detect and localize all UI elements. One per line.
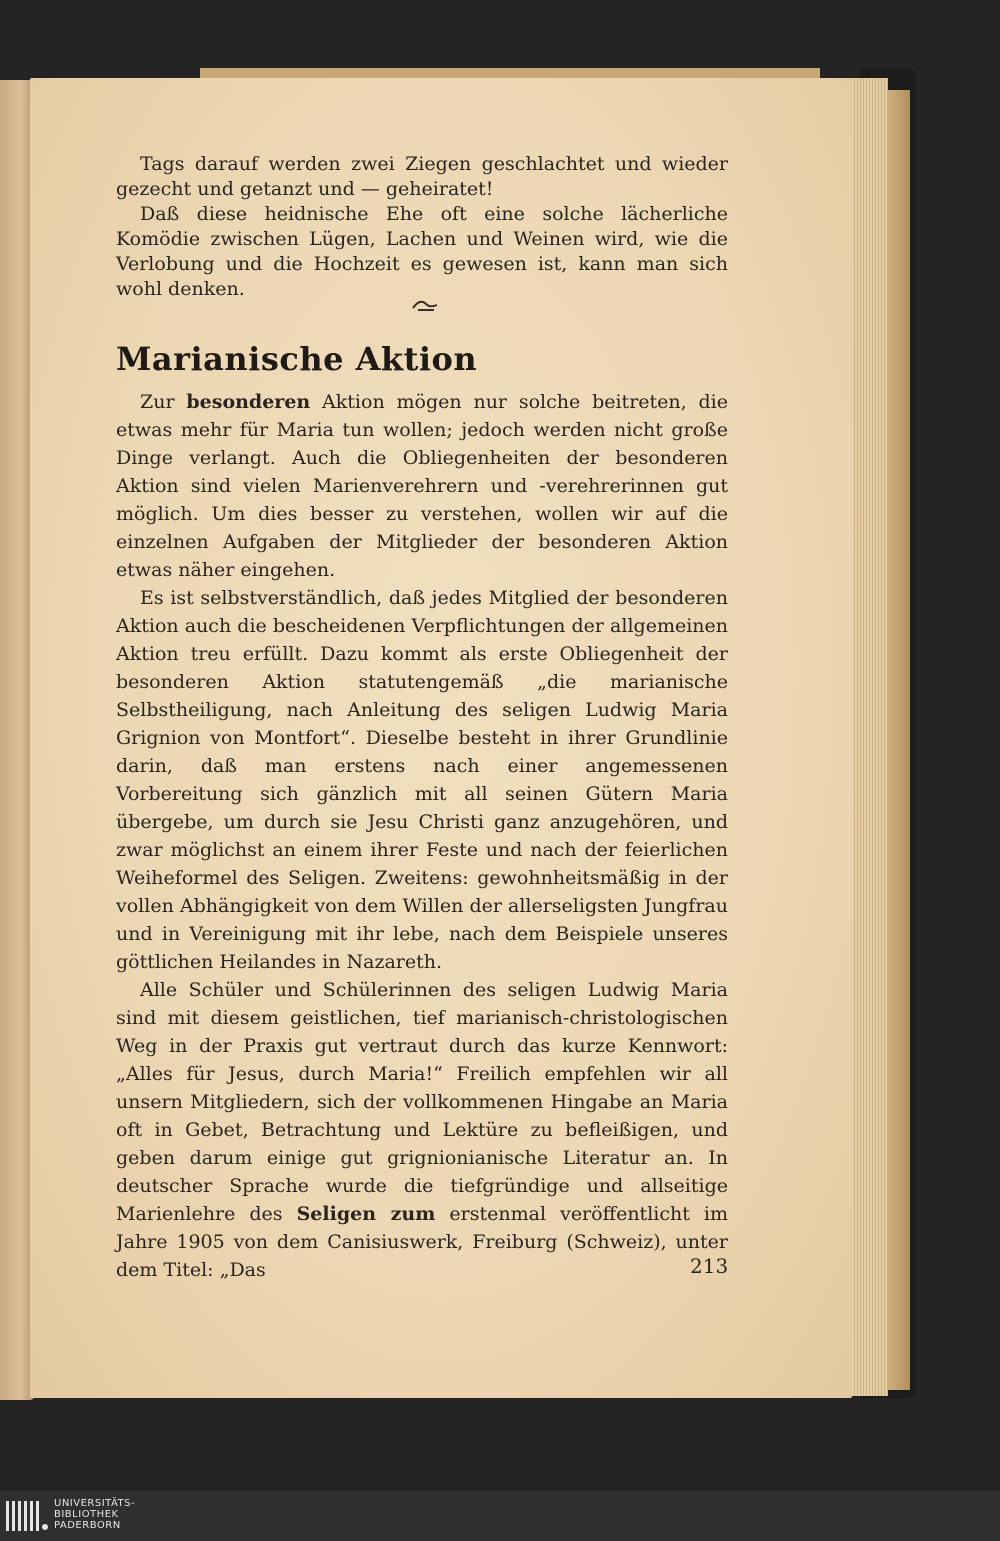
bold-word-besonderen: besonderen bbox=[186, 391, 311, 413]
library-logo-text: UNIVERSITÄTS- BIBLIOTHEK PADERBORN bbox=[54, 1498, 136, 1531]
body-text bbox=[116, 388, 728, 1284]
bold-words-seligen-zum: Seligen zum bbox=[296, 1203, 436, 1225]
intro-paragraph-2: Daß diese heidnische Ehe oft eine solche lächerliche Komödie zwischen Lügen, Lachen und Weinen wird, wie die Verlobung und die Hochzeit es gewesen ist, kann man sich wohl denken. bbox=[116, 203, 728, 300]
library-footer bbox=[0, 1491, 1000, 1541]
body-paragraph-1: Zur besonderen Aktion mögen nur solche beitreten, die etwas mehr für Maria tun wollen; jedoch werden nicht große Dinge verlangt. Auch die Obliegenheiten der besonderen Aktion sind vielen Marienverehrern und -verehrerinnen gut möglich. Um dies besser zu verstehen, wollen wir auf die einzelnen Aufgaben der Mitglieder der besonderen Aktion etwas näher eingehen. bbox=[116, 391, 729, 581]
intro-text bbox=[116, 152, 728, 302]
body-paragraph-2: Es ist selbstverständlich, daß jedes Mitglied der besonderen Aktion auch die bescheidenen Verpflichtungen der allgemeinen Aktion treu erfüllt. Dazu kommt als erste Obliegenheit der besonderen Aktion statutengemäß „die marianische Selbstheiligung, nach Anleitung des seligen Ludwig Maria Grignion von Montfort“. Dieselbe besteht in ihrer Grundlinie darin, daß man erstens nach einer angemessenen Vorbereitung sich gänzlich mit all seinen Gütern Maria übergebe, um durch sie Jesu Christi ganz anzugehören, und zwar möglichst an einem ihrer Feste und nach der feierlichen Weiheformel des Seligen. Zweitens: gewohnheitsmäßig in der vollen Abhängigkeit von dem Willen der allerseligsten Jungfrau und in Vereinigung mit ihr lebe, nach dem Beispiele unseres göttlichen Heilandes in Nazareth. bbox=[116, 587, 728, 973]
body-paragraph-3: Alle Schüler und Schülerinnen des seligen Ludwig Maria sind mit diesem geistlichen, tief marianisch-christologischen Weg in der Praxis gut vertraut durch das kurze Kennwort: „Alles für Jesus, durch Maria!“ Freilich empfehlen wir all unsern Mitgliedern, sich der vollkommenen Hingabe an Maria oft in Gebet, Betrachtung und Lektüre zu befleißigen, und geben darum einige gut grignionianische Literatur an. In deutscher Sprache wurde die tiefgründige und allseitige Marienlehre des Seligen zum erstenmal veröffentlicht im Jahre 1905 von dem Canisiuswerk, Freiburg (Schweiz), unter dem Titel: „Das bbox=[116, 979, 729, 1281]
intro-paragraph-1: Tags darauf werden zwei Ziegen geschlachtet und wieder gezecht und getanzt und — geheiratet! bbox=[116, 153, 728, 200]
page-number: 213 bbox=[690, 1254, 729, 1278]
page-stack-edges bbox=[846, 78, 888, 1396]
section-heading: Marianische Aktion bbox=[116, 340, 478, 378]
library-logo-icon bbox=[6, 1499, 50, 1533]
previous-page-edge bbox=[0, 80, 34, 1400]
ornament-separator-icon bbox=[410, 296, 440, 314]
